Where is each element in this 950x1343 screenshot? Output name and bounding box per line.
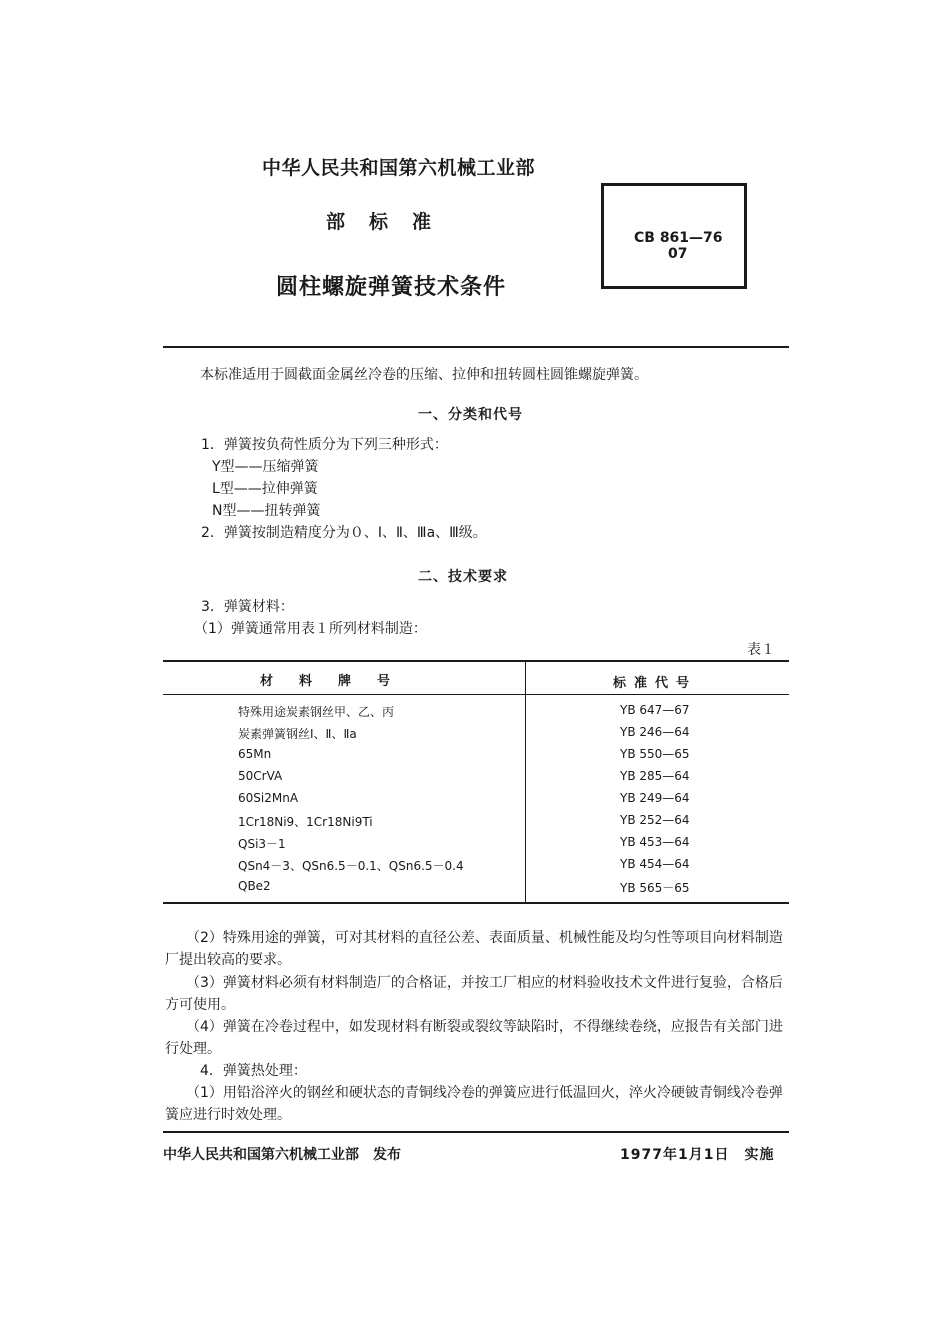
type-y: Y型——压缩弹簧	[212, 459, 319, 475]
table-row-material: QSi3－1	[238, 837, 286, 851]
table-row-standard: YB 252—64	[620, 813, 690, 827]
table-header-rule	[163, 694, 789, 695]
table-row-material: QBe2	[238, 879, 271, 893]
item3-1: （1）弹簧通常用表１所列材料制造：	[194, 621, 427, 637]
table-row-material: 65Mn	[238, 747, 272, 761]
table-row-standard: YB 647—67	[620, 703, 690, 717]
item2: 2．弹簧按制造精度分为０、Ⅰ、Ⅱ、Ⅲa、Ⅲ级。	[201, 525, 487, 541]
paragraph-3-line2: 方可使用。	[165, 997, 235, 1013]
standard-type: 部标准	[326, 211, 456, 233]
item3: 3．弹簧材料：	[201, 599, 294, 615]
issuing-ministry: 中华人民共和国第六机械工业部	[262, 157, 536, 179]
paragraph-5-line2: 簧应进行时效处理。	[165, 1107, 291, 1123]
standard-code-sub: 07	[668, 246, 688, 262]
intro-paragraph: 本标准适用于圆截面金属丝冷卷的压缩、拉伸和扭转圆柱圆锥螺旋弹簧。	[200, 367, 648, 383]
table-header-standard: 标准代号	[613, 676, 698, 691]
type-l: L型——拉伸弹簧	[212, 481, 318, 497]
footer-divider	[163, 1131, 789, 1133]
table-column-divider	[525, 660, 526, 902]
item1: 1．弹簧按负荷性质分为下列三种形式：	[201, 437, 448, 453]
section1-heading: 一、分类和代号	[418, 407, 523, 423]
section2-heading: 二、技术要求	[418, 569, 508, 585]
table-row-standard: YB 550—65	[620, 747, 690, 761]
table-caption: 表１	[747, 642, 775, 658]
table-row-standard: YB 246—64	[620, 725, 690, 739]
table-row-standard: YB 453—64	[620, 835, 690, 849]
item4: 4．弹簧热处理：	[200, 1063, 307, 1079]
table-top-rule	[163, 660, 789, 662]
paragraph-3-line1: （3）弹簧材料必须有材料制造厂的合格证，并按工厂相应的材料验收技术文件进行复验，合格后	[186, 975, 783, 991]
paragraph-4-line1: （4）弹簧在冷卷过程中，如发现材料有断裂或裂纹等缺陷时，不得继续卷绕，应报告有关部门进	[186, 1019, 783, 1035]
footer-publisher: 中华人民共和国第六机械工业部 发布	[163, 1147, 401, 1163]
paragraph-2-line2: 厂提出较高的要求。	[165, 952, 291, 968]
paragraph-5-line1: （1）用铅浴淬火的钢丝和硬状态的青铜线冷卷的弹簧应进行低温回火，淬火冷硬铍青铜线冷卷弹	[186, 1085, 783, 1101]
standard-code: CB 861—76	[634, 230, 723, 246]
type-n: N型——扭转弹簧	[212, 503, 321, 519]
paragraph-4-line2: 行处理。	[165, 1041, 221, 1057]
table-row-material: 50CrVA	[238, 769, 283, 783]
table-row-standard: YB 454—64	[620, 857, 690, 871]
paragraph-2-line1: （2）特殊用途的弹簧，可对其材料的直径公差、表面质量、机械性能及均匀性等项目向材料制造	[186, 930, 783, 946]
table-row-standard: YB 249—64	[620, 791, 690, 805]
table-row-material: QSn4－3、QSn6.5－0.1、QSn6.5－0.4	[238, 859, 464, 873]
table-row-standard: YB 565－65	[620, 881, 690, 895]
standard-code-box	[601, 183, 747, 289]
footer-effective-date: 1977年1月1日 实施	[620, 1147, 775, 1163]
table-row-material: 炭素弹簧钢丝Ⅰ、Ⅱ、Ⅱa	[238, 727, 357, 741]
table-row-material: 1Cr18Ni9、1Cr18Ni9Ti	[238, 815, 373, 829]
table-row-material: 60Si2MnA	[238, 791, 299, 805]
table-row-standard: YB 285—64	[620, 769, 690, 783]
document-title: 圆柱螺旋弹簧技术条件	[276, 275, 507, 300]
table-bottom-rule	[163, 902, 789, 904]
table-row-material: 特殊用途炭素钢丝甲、乙、丙	[238, 705, 395, 719]
table-header-material: 材料牌号	[260, 674, 417, 689]
header-divider	[163, 346, 789, 348]
